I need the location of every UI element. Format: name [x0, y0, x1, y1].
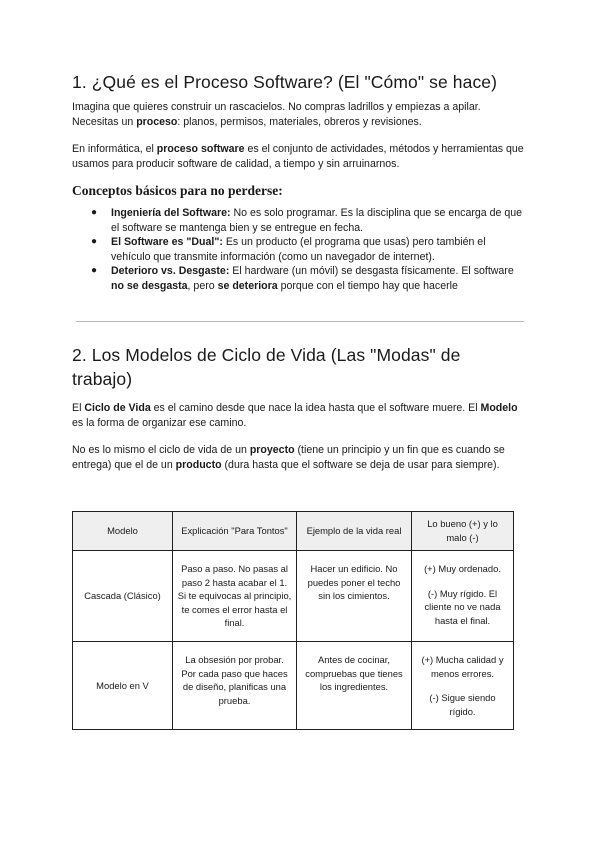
section-2-paragraph-1: El Ciclo de Vida es el camino desde que nace la idea hasta que el software muere. El Modelo es la forma de organizar ese camino.	[72, 402, 518, 429]
models-table	[72, 511, 514, 730]
section-1-paragraph-2: En informática, el proceso software es el conjunto de actividades, métodos y herramientas que usamos para producir software de calidad, a tiempo y sin arruinarnos.	[72, 143, 524, 170]
pros-cons-cell	[412, 641, 514, 729]
bullet-icon: ●	[91, 207, 98, 218]
cons-text: (-) Muy rígido. El cliente no ve nada hasta el final.	[424, 587, 501, 626]
section-2-heading: 2. Los Modelos de Ciclo de Vida (Las "Modas" de trabajo)	[72, 345, 461, 389]
list-item: ● Deterioro vs. Desgaste: El hardware (un móvil) se desgasta físicamente. El software no se desgasta, pero se deteriora porque con el tiempo hay que hacerle	[91, 265, 514, 292]
header-cell: Explicación "Para Tontos"	[173, 512, 297, 551]
example-cell: Hacer un edificio. No puedes poner el techo sin los cimientos.	[297, 551, 412, 642]
header-cell: Ejemplo de la vida real	[297, 512, 412, 551]
example-cell: Antes de cocinar, compruebas que tienes los ingredientes.	[297, 641, 412, 729]
section-divider	[76, 321, 524, 322]
table-header-row	[73, 512, 514, 551]
header-cell: Lo bueno (+) y lo malo (-)	[412, 512, 514, 551]
section-1-paragraph-1: Imagina que quieres construir un rascacielos. No compras ladrillos y empiezas a apilar. Necesitas un proceso: planos, permisos, materiales, obreros y revisiones.	[72, 101, 481, 128]
section-2-paragraph-2: No es lo mismo el ciclo de vida de un proyecto (tiene un principio y un fin que es cuando se entrega) que el de un producto (dura hasta que el software se deja de usar para siempre).	[72, 444, 505, 471]
table-row	[73, 641, 514, 729]
header-cell: Modelo	[73, 512, 173, 551]
list-item: ● El Software es "Dual": Es un producto (el programa que usas) pero también el vehículo que transmite información (como un navegador de internet).	[91, 236, 486, 263]
concepts-subheading: Conceptos básicos para no perderse:	[72, 183, 283, 198]
bullet-icon: ●	[91, 265, 98, 277]
concepts-list	[72, 206, 524, 294]
table-row	[73, 551, 514, 642]
explanation-cell: La obsesión por probar. Por cada paso que haces de diseño, planificas una prueba.	[173, 641, 297, 729]
pros-cons-cell	[412, 551, 514, 642]
explanation-cell: Paso a paso. No pasas al paso 2 hasta acabar el 1. Si te equivocas al principio, te comes el error hasta el final.	[173, 551, 297, 642]
list-item: ● Ingeniería del Software: No es solo programar. Es la disciplina que se encarga de que el software se mantenga bien y se entregue en fecha.	[91, 207, 523, 234]
model-cell: Cascada (Clásico)	[73, 551, 173, 642]
cons-text: (-) Sigue siendo rígido.	[429, 692, 496, 717]
pros-text: (+) Muy ordenado.	[424, 563, 501, 574]
bullet-icon: ●	[91, 236, 98, 248]
pros-text: (+) Mucha calidad y menos errores.	[421, 653, 504, 679]
model-cell: Modelo en V	[73, 641, 173, 729]
section-1-heading: 1. ¿Qué es el Proceso Software? (El "Cómo" se hace)	[72, 72, 498, 92]
